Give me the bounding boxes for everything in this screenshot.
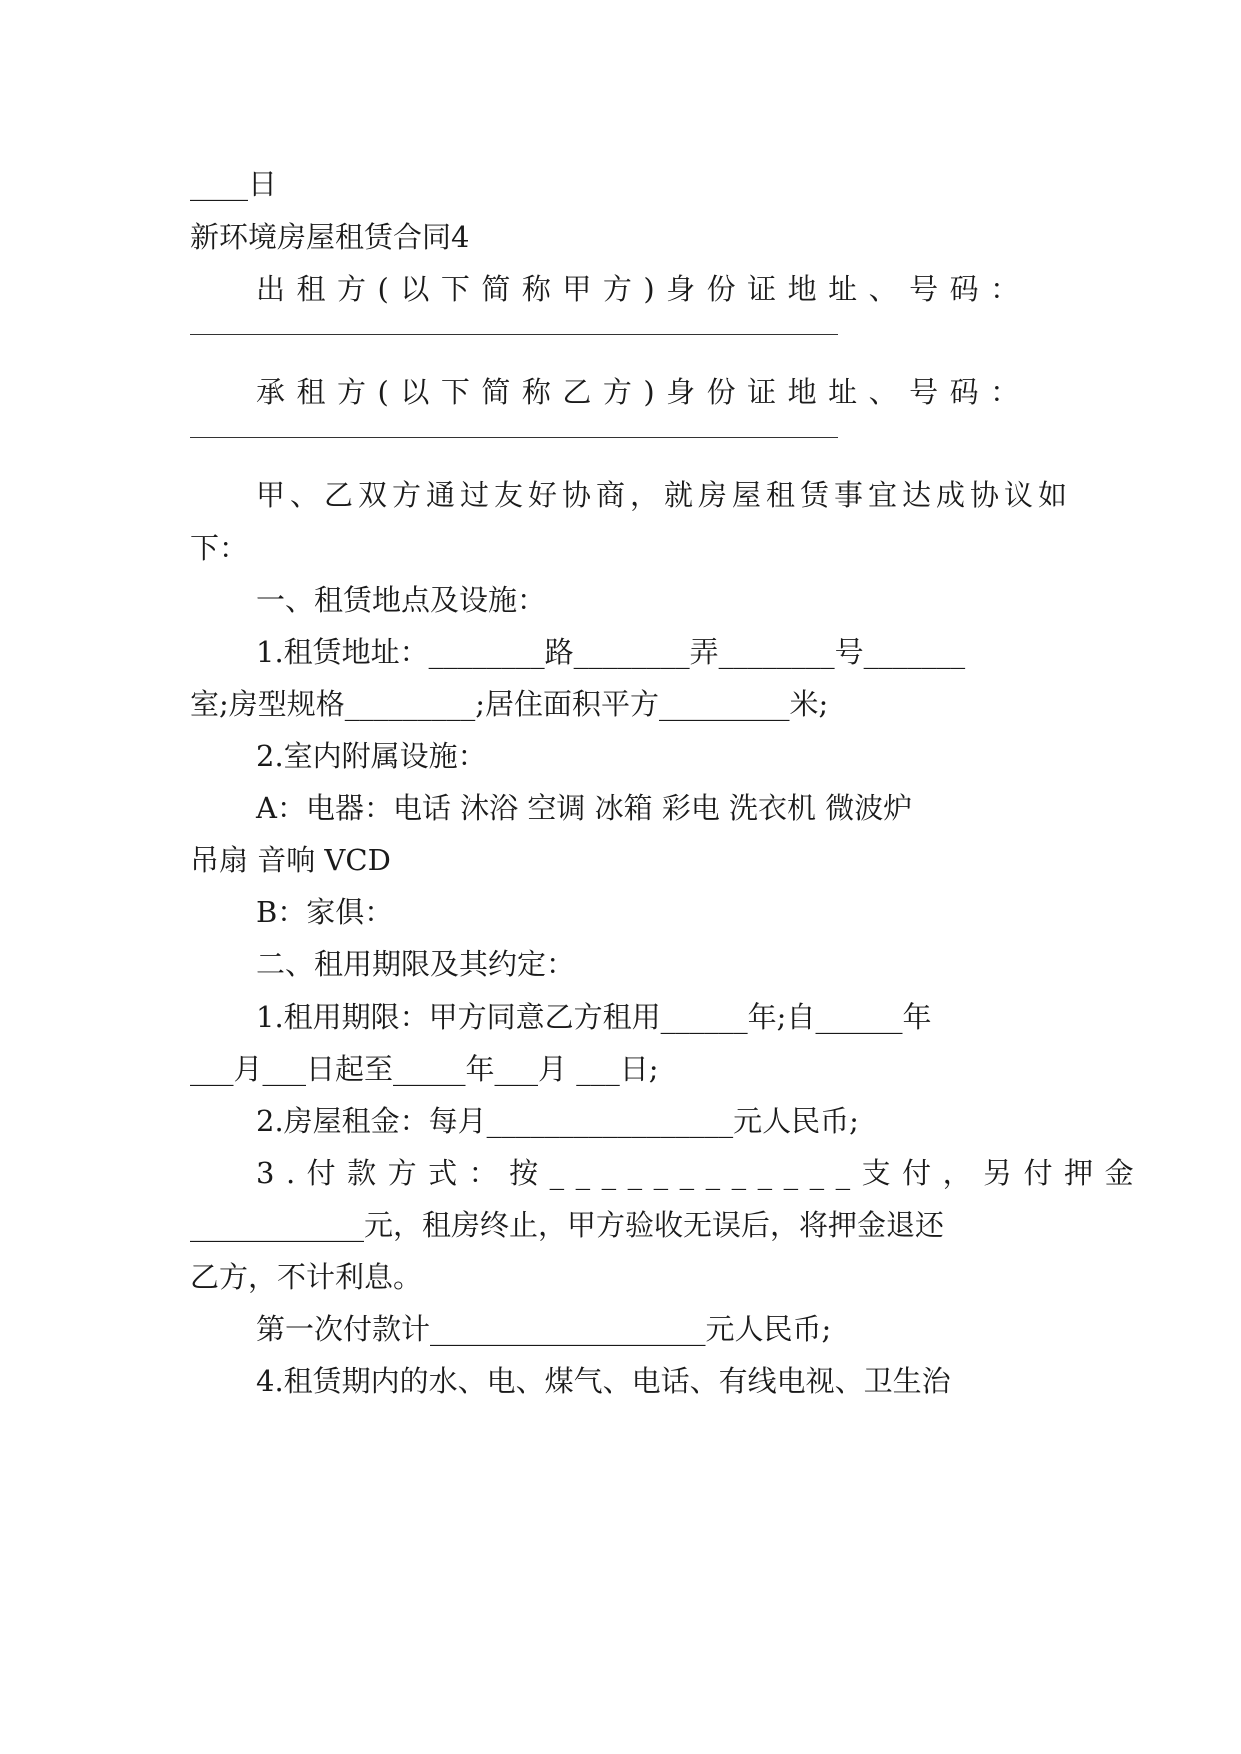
clause-2-4: 4.租赁期内的水、电、煤气、电话、有线电视、卫生治	[256, 1364, 951, 1398]
appliances-line: A：电器：电话 沐浴 空调 冰箱 彩电 洗衣机 微波炉	[256, 791, 913, 825]
clause-1-1-cont: 室;房型规格_________;居住面积平方_________米;	[190, 687, 829, 721]
first-payment-line: 第一次付款计___________________元人民币;	[256, 1312, 832, 1346]
clause-2-1-cont: ___月___日起至_____年___月 ___日;	[190, 1052, 659, 1086]
lessee-id-fill-line	[190, 437, 838, 438]
contract-title: 新环境房屋租赁合同4	[190, 220, 470, 254]
appliances-line-cont: 吊扇 音响 VCD	[190, 843, 391, 877]
clause-2-3-end: 乙方，不计利息。	[190, 1260, 423, 1294]
section-2-heading: 二、租用期限及其约定：	[256, 947, 576, 981]
section-1-heading: 一、租赁地点及设施：	[256, 583, 547, 617]
lessor-id-fill-line	[190, 334, 838, 335]
agreement-intro-cont: 下：	[190, 531, 249, 565]
clause-2-1: 1.租用期限：甲方同意乙方租用______年;自______年	[256, 1000, 932, 1034]
furniture-line: B：家俱：	[256, 895, 394, 929]
day-blank-line: ____日	[190, 167, 278, 201]
clause-1-2: 2.室内附属设施：	[256, 739, 487, 773]
clause-2-3-cont: ____________元，租房终止，甲方验收无误后，将押金退还	[190, 1208, 945, 1242]
clause-1-1: 1.租赁地址：________路________弄________号_______	[256, 635, 966, 669]
agreement-intro: 甲、乙双方通过友好协商，就房屋租赁事宜达成协议如	[256, 478, 1073, 512]
lessee-id-label: 承租方(以下简称乙方)身份证地址、号码：	[256, 375, 1031, 409]
clause-2-3: 3.付款方式：按____________支付，另付押金	[256, 1156, 1146, 1190]
lessor-id-label: 出租方(以下简称甲方)身份证地址、号码：	[256, 272, 1031, 306]
clause-2-2: 2.房屋租金：每月_________________元人民币;	[256, 1104, 859, 1138]
